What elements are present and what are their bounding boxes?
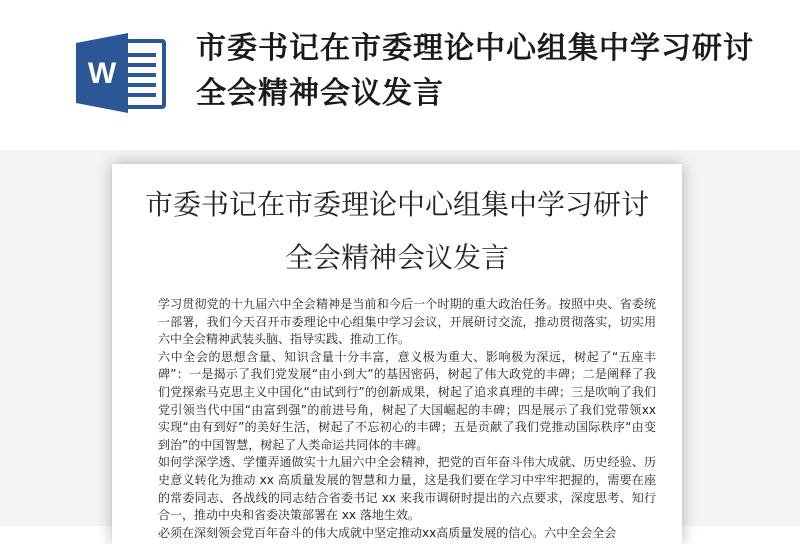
document-paragraph: 六中全会的思想含量、知识含量十分丰富，意义极为重大、影响极为深远，树起了“五座丰碑”：一是揭示了我们党发展“由小到大”的基因密码，树起了伟大政党的丰碑；二是阐释了我们党探索马克思主义中国化“由试到行”的创新成果，树起了追求真理的丰碑；三是吹响了我们党引领当代中国“由富到强”的前进号角，树起了大国崛起的丰碑；四是展示了我们党带领xx 实现“由有到好”的美好生活，树起了不忘初心的丰碑；五是贡献了我们党推动国际秩序“由变到治”的中国智慧，树起了人类命运共同体的丰碑。 xyxy=(158,349,656,452)
document-body xyxy=(112,284,682,542)
document-page xyxy=(112,164,682,544)
document-paragraph: 必须在深刻领会党百年奋斗的伟大成就中坚定推动xx高质量发展的信心。六中全会全会 xyxy=(158,525,617,540)
document-paragraph: 如何学深学透、学懂弄通做实十九届六中全会精神，把党的百年奋斗伟大成就、历史经验、历史意义转化为推动 xx 高质量发展的智慧和力量，这是我们要在学习中牢牢把握的，需要在座的常委同志、各战线的同志结合省委书记 xx 来我市调研时提出的六点要求，深度思考、知行合一，推动中央和省委决策部署在 xx 落地生效。 xyxy=(158,455,656,523)
page-title: 市委书记在市委理论中心组集中学习研讨全会精神会议发言 xyxy=(196,31,754,111)
header-banner xyxy=(0,0,800,150)
word-document-icon xyxy=(76,33,168,113)
document-paragraph: 学习贯彻党的十九届六中全会精神是当前和今后一个时期的重大政治任务。按照中央、省委统一部署，我们今天召开市委理论中心组集中学习会议，开展研讨交流，推动贯彻落实，切实用六中全会精神武装头脑、指导实践、推动工作。 xyxy=(158,297,656,347)
word-icon-letter: W xyxy=(87,57,117,90)
document-title: 市委书记在市委理论中心组集中学习研讨全会精神会议发言 xyxy=(144,188,649,274)
